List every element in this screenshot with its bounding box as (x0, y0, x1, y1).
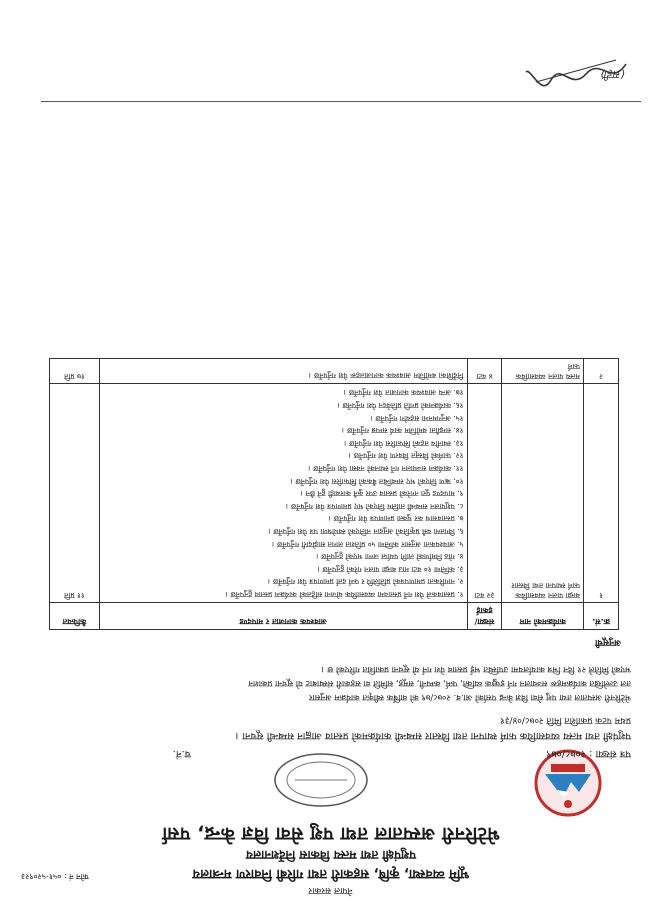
ministry-name: भूमि व्यवस्था, कृषि, सहकारी तथा गरिबी निवारण मन्त्रालय (192, 866, 470, 881)
signature-label: (सही) (600, 68, 625, 81)
cell-serial: १ (584, 383, 619, 602)
cell-requirements (99, 358, 467, 383)
dispatch-number-label: च.नं. (172, 748, 191, 759)
schedule-label: अनुसूची (594, 637, 621, 647)
requirement-item: १३. स्थानीय तहको सिफारिस पेश गर्नुपर्नेछ । (344, 438, 464, 448)
header-quantity: संख्या/इकाई (467, 603, 502, 630)
requirement-item: ६. विगतमा यसै प्रकृतिको अनुदान नलिएको स्वघोषणा पत्र पेश गर्नुपर्नेछ । (268, 527, 464, 537)
header-requirements: आवश्यक कागजात र मापदण्ड (99, 603, 467, 630)
office-name: भेटेरिनरी अस्पताल तथा पशु सेवा विज्ञ केन्द्र, पर्सा (162, 823, 501, 844)
government-name: नेपाल सरकार (308, 885, 353, 895)
body-line: भएको मितिले २१ दिन भित्र कार्यालयमा उपस्थित भई प्रस्ताव पेश गर्न यो सूचना प्रकाशित गरिएको छ । (321, 664, 631, 674)
requirement-item: १२. फार्मको विस्तृत विवरण पेश गर्नुपर्नेछ । (348, 451, 464, 461)
cell-program: मत्स्य पालन व्यवसायिक फार्म (502, 358, 584, 383)
header-serial: क्र.सं. (584, 603, 619, 630)
phone-number: फोन नं : ०५१-५२०९२३ (21, 872, 89, 881)
cell-quantity: ३२ वटा (467, 383, 502, 602)
letter-number: पत्र संख्या : २०७८/०७९ (546, 748, 631, 759)
requirement-item: ७. प्रस्तावसाथ कर चुक्ता प्रमाणपत्र पेश गर्नुपर्नेछ । (328, 514, 464, 524)
office-seal-stamp-icon (271, 750, 371, 810)
requirement-item: ३. कम्तिमा १० वटा माउ बाख्रा पालन गरेको हुनुपर्नेछ । (317, 564, 464, 574)
cell-program: बाख्रा पालन व्यवसायिक फार्म स्थापना तथा विस्तार (502, 383, 584, 602)
notice-body (31, 662, 631, 704)
requirement-item: १. प्रस्तावकले पेश गर्ने प्रस्तावमा व्यवसायिक योजना सहितको कार्यक्रम प्रस्ताव हुनुपर्नेछ । (225, 590, 464, 599)
body-line: तल उल्लेखित कार्यक्रमहरू सञ्चालन गर्न इच्छुक व्यक्ति, फर्म, कम्पनी, समूह, समिति वा सहकारी संस्थाबाट यो सूचना प्रकाशन (248, 678, 631, 688)
requirement-item: ५. आवश्यकता अनुसार कम्तिमा ५० प्रतिशत लागत साझेदारी गर्नुपर्नेछ । (271, 539, 464, 549)
requirement-item: ४. गोठ निर्माणको लागि पर्याप्त जग्गा भएको हुनुपर्नेछ । (316, 552, 464, 562)
cell-remarks: १७ प्रति (50, 358, 100, 383)
publication-date: प्रथम पटक प्रकाशित मिति २०७८/०४/३१ (500, 715, 631, 725)
requirement-item: २. नागरिकता प्रमाणपत्रको प्रतिलिपि र फर्म दर्ता प्रमाणपत्र पेश गर्नुपर्नेछ । (267, 577, 464, 587)
department-name: पशुपंक्षी तथा मत्स्य विकास निर्देशनालय (246, 848, 416, 862)
letter-subject: पशुपंक्षी तथा मत्स्य व्यवसायिक फार्म स्थापना तथा विस्तार सम्बन्धी कार्यक्रमको प्रस्ताव आह्वान सम्बन्धी सूचना । (235, 730, 631, 741)
requirement-item: ९. मापदण्ड पूरा नगरेको प्रस्ताव उपर कुनै कारबाही हुने छैन । (300, 489, 464, 499)
program-table (49, 358, 619, 630)
header-program: कार्यक्रमको नाम (502, 603, 584, 630)
cell-quantity: ४ वटा (467, 358, 502, 383)
table-row (50, 383, 619, 602)
requirement-item: निर्देशिका बमोजिम आवश्यक कागजातहरू पेश गर्नुपर्नेछ । (308, 370, 464, 380)
cell-remarks: ११ प्रति (50, 383, 100, 602)
requirement-item: ८. पशुपालन सम्बन्धी तालिम लिएको भए प्रमाणपत्र पेश गर्नुपर्नेछ । (285, 501, 464, 511)
header-remarks: कैफियत (50, 603, 100, 630)
divider-line (41, 101, 641, 102)
requirement-item: १६. कार्यक्रमको प्रगति प्रतिवेदन पेश गर्नुपर्नेछ । (337, 401, 464, 411)
cell-serial: २ (584, 358, 619, 383)
cell-requirements (99, 383, 467, 602)
requirement-item: ११. कार्यक्रम सञ्चालन गर्ने स्थानको नक्सा पेश गर्नुपर्नेछ । (308, 464, 464, 474)
requirement-item: १५. अनुगमनमा सहयोग गर्नुपर्नेछ । (370, 413, 464, 423)
table-header-row (50, 603, 619, 630)
requirement-item: १४. सम्झौता बमोजिम कार्य सम्पन्न गर्नुपर्नेछ । (341, 426, 464, 436)
requirement-item: १७. अन्य आवश्यक कागजात पेश गर्नुपर्नेछ । (343, 388, 464, 398)
table-row (50, 358, 619, 383)
requirement-item: १०. ऋण लिएको भए सम्बन्धित बैंकको सिफारिस पेश गर्नुपर्नेछ । (290, 476, 464, 486)
body-line: भेटेरिनरी अस्पताल तथा पशु सेवा विज्ञ केन्द्र पर्साको आ.व. २०७८/७९ को वार्षिक स्वीकृत कार्यक्रम अनुसार (309, 692, 631, 702)
